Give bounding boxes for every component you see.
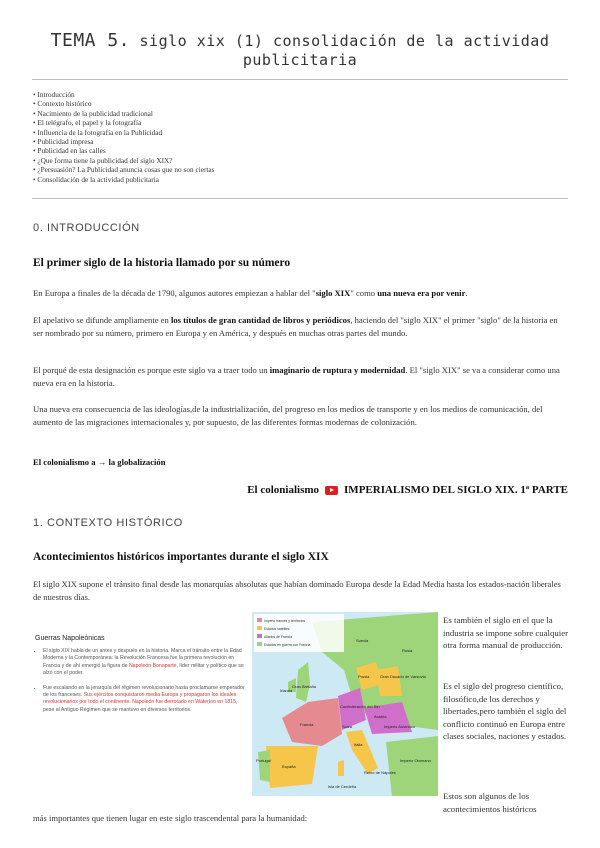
svg-text:Francia: Francia xyxy=(300,722,314,727)
youtube-icon xyxy=(325,486,338,495)
divider xyxy=(32,198,568,199)
svg-text:Estados en guerra con Francia: Estados en guerra con Francia xyxy=(264,643,311,647)
svg-text:Suiza: Suiza xyxy=(342,724,353,729)
svg-text:Imperio Otomano: Imperio Otomano xyxy=(400,758,431,763)
toc-item[interactable]: • ¿Que forma tiene la publicidad del siglo XIX? xyxy=(33,156,215,165)
side-paragraph-1: Es también el siglo en el que la industria se impone sobre cualquier otra forma manual de producción. xyxy=(443,615,569,651)
svg-text:Isla de Cerdeña: Isla de Cerdeña xyxy=(328,784,357,789)
svg-text:Portugal: Portugal xyxy=(256,758,271,763)
svg-text:Confederación del Rin: Confederación del Rin xyxy=(340,704,380,709)
title-main: TEMA 5. xyxy=(50,30,130,51)
svg-text:Irlanda: Irlanda xyxy=(280,688,293,693)
section-heading-contexto: 1. CONTEXTO HISTÓRICO xyxy=(33,517,183,529)
toc-item[interactable]: • Publicidad impresa xyxy=(33,137,215,146)
page-title xyxy=(0,30,600,69)
toc-item[interactable]: • Nacimiento de la publicidad tradicional xyxy=(33,109,215,118)
map-legend xyxy=(254,614,344,652)
context-paragraph-1: El siglo XIX supone el tránsito final desde las monarquías absolutas que habían dominado Europa desde la Edad Media hasta los estados-nación liberales de nuestros días. xyxy=(33,579,561,602)
svg-text:Suecia: Suecia xyxy=(356,638,369,643)
map-otomano xyxy=(386,736,438,796)
section-heading-introduccion: 0. INTRODUCCIÓN xyxy=(33,222,140,234)
svg-text:Rusia: Rusia xyxy=(402,648,413,653)
toc-item[interactable]: • Publicidad en las calles xyxy=(33,146,215,155)
napoleon-bullet: • El siglo XIX habla de un antes y después en la historia. Marca el tránsito entre la Edad Moderna y la Contemporánea: la Revolución Francesa fue la primera revolución en Francia y de ahí emergió la figura de Napoleón Bonaparte, líder militar y político que se alzó con el poder. xyxy=(43,648,245,678)
context-heading: Acontecimientos históricos importantes durante el siglo XIX xyxy=(33,551,329,563)
svg-text:Imperio francés y territorios: Imperio francés y territorios xyxy=(264,619,306,623)
toc-item[interactable]: • Influencia de la fotografía en la Publicidad xyxy=(33,128,215,137)
svg-text:Gran Ducado de Varsovia: Gran Ducado de Varsovia xyxy=(380,674,426,679)
title-rest: siglo xix (1) consolidación de la actividad publicitaria xyxy=(139,32,550,69)
svg-text:Aliados de Francia: Aliados de Francia xyxy=(264,635,293,639)
svg-text:Gran Bretaña: Gran Bretaña xyxy=(292,684,317,689)
table-of-contents xyxy=(33,90,215,184)
intro-paragraph-4: Una nueva era consecuencia de las ideologías,de la industrialización, del progreso en los medios de transporte y en los medios de comunicación, del aumento de las migraciones internacionales y, por supuesto, de las diferentes formas modernas de colonización. xyxy=(33,404,543,427)
map-varsovia xyxy=(376,666,402,696)
toc-item[interactable]: • ¿Persuasión? La Publicidad anuncia cosas que no son ciertas xyxy=(33,165,215,174)
bottom-paragraph: más importantes que tienen lugar en este siglo trascendental para la humanidad: xyxy=(33,813,308,823)
napoleon-bullet: • Fue escalando en la jerarquía del régimen revolucionario hasta proclamarse emperador de los franceses. Sus ejércitos conquistaron media Europa y propagaron los ideales revolucionarios por todo el continente. Napoleón fue derrotado en Waterloo en 1815, pese al Antiguo Régimen que se mantuvo en diversos territorios. xyxy=(43,685,245,715)
toc-item[interactable]: • Consolidación de la actividad publicitaria xyxy=(33,175,215,184)
toc-item[interactable]: • Contexto histórico xyxy=(33,99,215,108)
europe-map xyxy=(252,612,438,796)
svg-text:Prusia: Prusia xyxy=(358,674,370,679)
intro-paragraph-3: El porqué de esta designación es porque este siglo va a traer todo un imaginario de ruptura y modernidad. El "siglo XIX" se va a considerar como una nueva era en la historia. xyxy=(33,365,560,388)
intro-paragraph-2: El apelativo se difunde ampliamente en los títulos de gran cantidad de libros y periódicos, haciendo del "siglo XIX" el primer "siglo" de la historia en ser nombrado por su número, primero en Europa y en América, y después en muchas otras partes del mundo. xyxy=(33,315,558,338)
napoleon-heading: Guerras Napoleónicas xyxy=(35,635,105,642)
svg-text:Imperio Austriaco: Imperio Austriaco xyxy=(384,724,415,729)
toc-item[interactable]: • Introducción xyxy=(33,90,215,99)
colonialismo-line: El colonialismo a → la globalización xyxy=(33,457,166,467)
napoleonic-wars-image xyxy=(33,627,245,795)
map-cerdena xyxy=(338,760,344,776)
svg-text:España: España xyxy=(282,764,296,769)
intro-paragraph-1: En Europa a finales de la década de 1790, algunos autores empiezan a hablar del "siglo XIX" como una nueva era por venir. xyxy=(33,288,468,298)
side-paragraph-3: Estos son algunos de los acontecimientos históricos xyxy=(443,791,537,814)
video-embed[interactable] xyxy=(247,484,568,496)
svg-text:Italia: Italia xyxy=(354,742,363,747)
svg-text:Austria: Austria xyxy=(374,714,387,719)
video-title[interactable]: IMPERIALISMO DEL SIGLO XIX. 1ª PARTE xyxy=(344,484,568,496)
intro-heading: El primer siglo de la historia llamado por su número xyxy=(33,257,291,269)
video-label: El colonialismo xyxy=(247,484,320,496)
side-paragraph-2: Es el siglo del progreso científico, filosófico,de los derechos y libertades,pero también el siglo del conflicto continuó en Europa entre clases sociales, naciones y estados. xyxy=(443,681,567,742)
svg-text:Estados satélites: Estados satélites xyxy=(264,627,290,631)
svg-text:Reino de Nápoles: Reino de Nápoles xyxy=(364,770,396,775)
toc-item[interactable]: • El telégrafo, el papel y la fotografía xyxy=(33,118,215,127)
divider xyxy=(32,79,568,80)
